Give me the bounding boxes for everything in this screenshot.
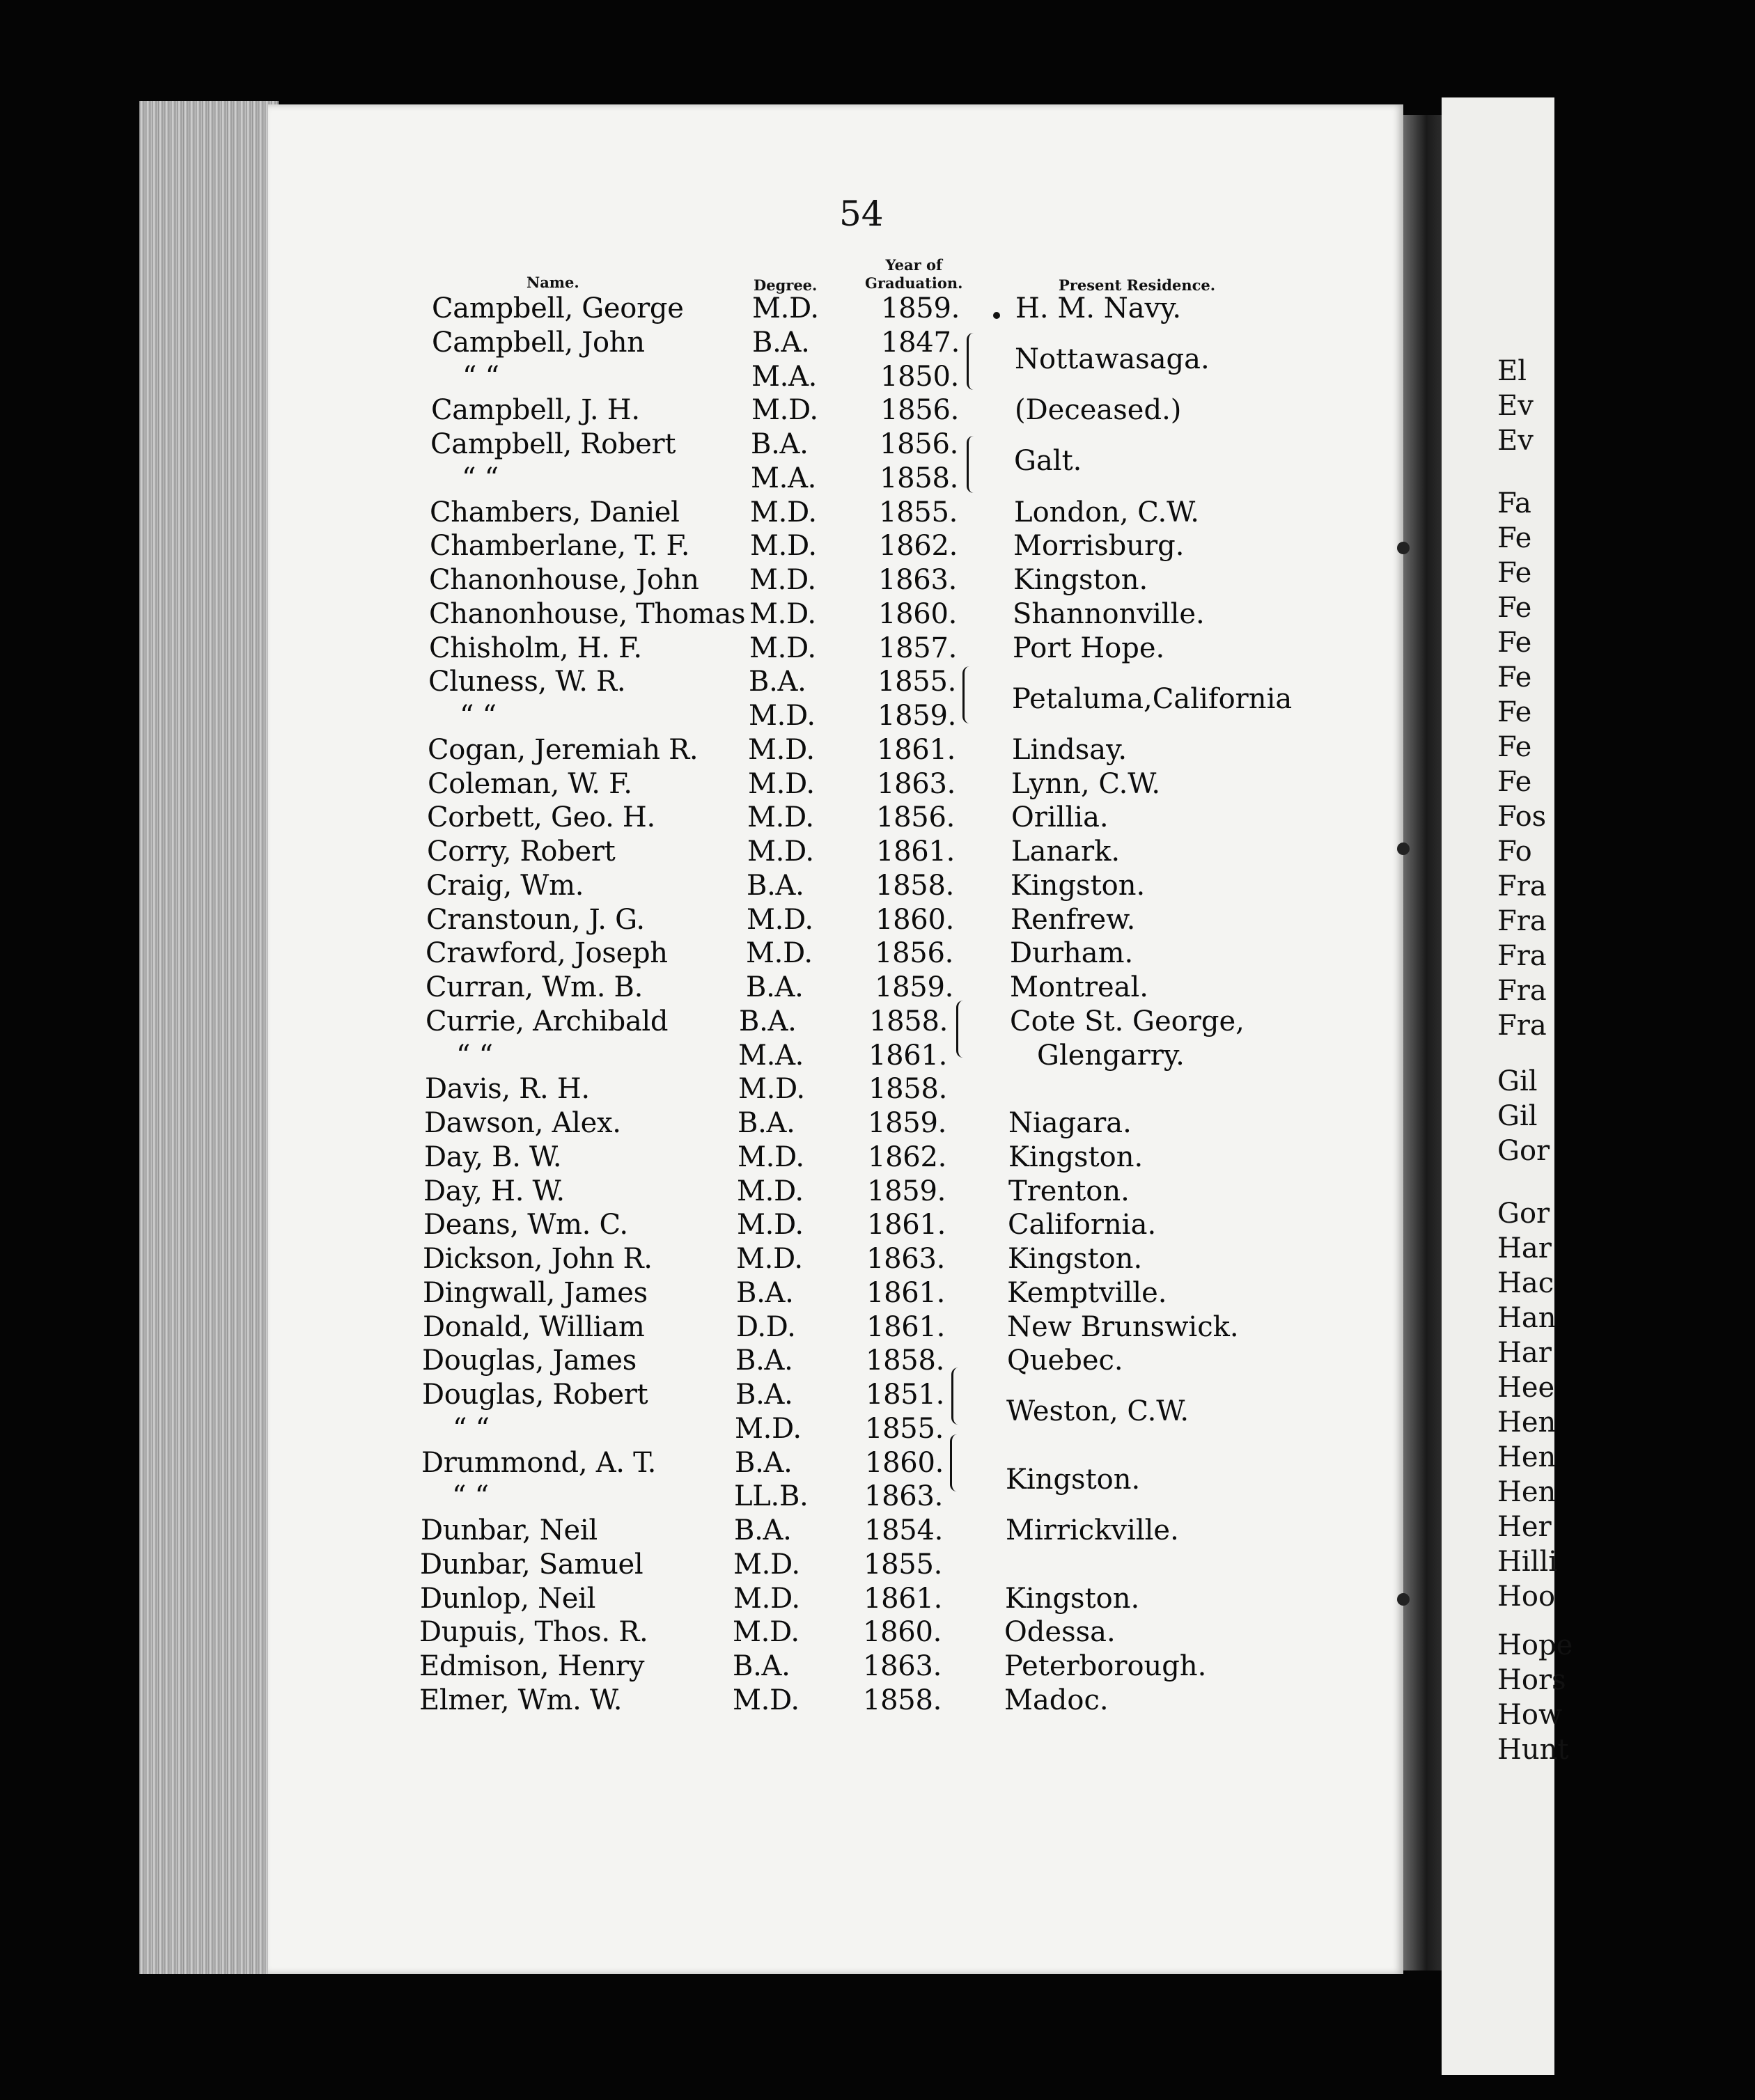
present-residence: Lanark. [1011, 836, 1121, 868]
table-row [425, 1072, 1748, 1106]
degree: LL.B. [734, 1480, 809, 1512]
present-residence: Niagara. [1008, 1107, 1132, 1139]
present-residence: Trenton. [1008, 1175, 1130, 1207]
graduate-name: Dunlop, Neil [420, 1583, 596, 1615]
degree: M.A. [751, 462, 817, 494]
present-residence: Odessa. [1004, 1616, 1116, 1648]
present-residence: Kingston. [1011, 870, 1146, 902]
facing-page-text: Fe [1497, 661, 1532, 694]
graduation-year: 1859. [875, 971, 954, 1003]
graduation-year: 1856. [880, 428, 959, 460]
graduation-year: 1860. [878, 598, 958, 630]
graduate-name: “ “ [462, 462, 499, 494]
degree: B.A. [751, 428, 809, 460]
graduation-year: 1860. [875, 904, 955, 936]
brace [962, 666, 974, 723]
graduate-name: Chanonhouse, Thomas [429, 598, 746, 630]
graduate-name: Currie, Archibald [426, 1005, 669, 1037]
graduate-name: Chanonhouse, John [429, 564, 699, 596]
header-year-line2: Graduation. [865, 274, 963, 292]
facing-page-text: Har [1497, 1337, 1552, 1369]
present-residence: Kingston. [1008, 1243, 1143, 1275]
graduation-year: 1861. [866, 1277, 946, 1309]
degree: M.A. [751, 361, 818, 393]
facing-page-text: Fe [1497, 592, 1532, 624]
graduate-name: “ “ [460, 700, 497, 732]
brace [967, 333, 978, 390]
graduation-year: 1854. [864, 1514, 944, 1546]
facing-page-text: Fra [1497, 975, 1547, 1007]
facing-page-text: El [1497, 355, 1527, 387]
binding-pin [1397, 843, 1410, 855]
graduation-year: 1859. [868, 1107, 947, 1139]
facing-page-text: How [1497, 1699, 1563, 1731]
page-edges [139, 101, 279, 1974]
facing-page-text: Fe [1497, 627, 1532, 659]
graduation-year: 1863. [878, 564, 958, 596]
degree: M.D. [750, 530, 817, 562]
header-name: Name. [526, 274, 579, 291]
graduate-name: “ “ [462, 361, 499, 393]
graduation-year: 1858. [866, 1345, 945, 1377]
graduate-name: Curran, Wm. B. [426, 971, 644, 1003]
present-residence: Glengarry. [1037, 1040, 1185, 1072]
degree: M.D. [733, 1583, 800, 1615]
graduate-name: Campbell, George [432, 292, 684, 324]
graduate-name: Crawford, Joseph [426, 937, 668, 969]
facing-page-text: Gil [1497, 1100, 1538, 1132]
facing-page-text: Fra [1497, 870, 1547, 902]
degree: B.A. [738, 1107, 795, 1139]
graduation-year: 1860. [863, 1616, 942, 1648]
present-residence: Petaluma,California [1012, 683, 1293, 715]
graduate-name: Day, H. W. [423, 1175, 565, 1207]
graduation-year: 1856. [876, 801, 956, 833]
brace [956, 1001, 968, 1058]
graduate-name: Dunbar, Samuel [420, 1549, 644, 1581]
degree: M.D. [737, 1209, 804, 1241]
header-residence: Present Residence. [1059, 276, 1216, 294]
graduate-name: Campbell, J. H. [431, 394, 640, 426]
graduate-name: Corbett, Geo. H. [427, 801, 655, 833]
degree: B.A. [735, 1379, 793, 1411]
graduate-name: Edmison, Henry [419, 1650, 645, 1682]
degree: M.D. [749, 564, 816, 596]
graduation-year: 1859. [867, 1175, 946, 1207]
present-residence: Montreal. [1010, 971, 1149, 1003]
present-residence: Galt. [1014, 445, 1082, 477]
brace [950, 1434, 962, 1491]
header-degree: Degree. [754, 276, 818, 294]
present-residence: (Deceased.) [1015, 394, 1182, 426]
degree: M.D. [737, 1175, 804, 1207]
degree: B.A. [734, 1514, 792, 1546]
present-residence: Cote St. George, [1010, 1005, 1245, 1037]
graduation-year: 1863. [863, 1650, 942, 1682]
graduate-name: Cogan, Jeremiah R. [428, 734, 699, 766]
facing-page-text: Hoo [1497, 1581, 1556, 1613]
graduate-name: Deans, Wm. C. [423, 1209, 628, 1241]
degree: M.D. [747, 801, 814, 833]
present-residence: Kingston. [1013, 564, 1148, 596]
graduation-year: 1851. [866, 1379, 945, 1411]
graduate-name: “ “ [453, 1413, 490, 1445]
graduate-name: Drummond, A. T. [421, 1447, 657, 1479]
facing-page-text: Fra [1497, 1010, 1547, 1042]
degree: B.A. [736, 1277, 794, 1309]
facing-page-text: Fe [1497, 766, 1532, 798]
brace [951, 1368, 963, 1425]
present-residence: California. [1008, 1209, 1157, 1241]
graduate-name: Campbell, Robert [430, 428, 676, 460]
present-residence: Kemptville. [1007, 1277, 1167, 1309]
degree: M.D. [733, 1549, 800, 1581]
degree: B.A. [749, 666, 806, 698]
degree: M.D. [749, 632, 816, 664]
page-number: 54 [839, 194, 884, 234]
graduation-year: 1859. [881, 292, 960, 324]
graduate-name: Dupuis, Thos. R. [419, 1616, 648, 1648]
graduation-year: 1859. [878, 700, 957, 732]
graduate-name: Donald, William [423, 1311, 645, 1343]
facing-page-text: Fra [1497, 940, 1547, 972]
facing-page-text: Ev [1497, 425, 1534, 457]
graduate-name: “ “ [456, 1040, 493, 1072]
graduation-year: 1857. [878, 632, 958, 664]
present-residence: Orillia. [1011, 801, 1109, 833]
facing-page-text: Her [1497, 1511, 1552, 1543]
degree: M.D. [751, 394, 818, 426]
graduate-name: Dickson, John R. [423, 1243, 653, 1275]
facing-page-text: Gil [1497, 1065, 1538, 1097]
graduation-year: 1863. [866, 1243, 946, 1275]
facing-page-text: Hen [1497, 1441, 1557, 1473]
graduate-name: Chamberlane, T. F. [430, 530, 690, 562]
facing-page-text: Hen [1497, 1406, 1557, 1439]
facing-page-text: Fe [1497, 696, 1532, 728]
graduation-year: 1855. [878, 666, 957, 698]
facing-page-text: Fe [1497, 731, 1532, 763]
degree: M.D. [733, 1616, 800, 1648]
graduate-name: Dawson, Alex. [424, 1107, 621, 1139]
graduate-name: Chisholm, H. F. [429, 632, 642, 664]
graduation-year: 1855. [865, 1413, 944, 1445]
facing-page-text: Hope [1497, 1629, 1573, 1661]
facing-page-text: Fra [1497, 905, 1547, 937]
bullet-mark [993, 312, 1000, 319]
facing-page-text: Hors [1497, 1664, 1566, 1696]
present-residence: Mirrickville. [1006, 1514, 1179, 1546]
facing-page-text: Hilli [1497, 1546, 1558, 1578]
facing-page-text: Har [1497, 1232, 1552, 1264]
graduation-year: 1858. [869, 1005, 949, 1037]
header-year [865, 256, 962, 292]
facing-page-text: Fo [1497, 836, 1532, 868]
present-residence: Kingston. [1006, 1464, 1141, 1496]
facing-page-text: Fos [1497, 801, 1547, 833]
degree: M.A. [738, 1040, 804, 1072]
graduation-year: 1858. [863, 1684, 942, 1716]
graduate-name: Dingwall, James [423, 1277, 648, 1309]
graduate-name: “ “ [452, 1480, 489, 1512]
degree: B.A. [733, 1650, 790, 1682]
degree: M.D. [738, 1073, 805, 1105]
facing-page-text: Hee [1497, 1372, 1555, 1404]
present-residence: Peterborough. [1004, 1650, 1207, 1682]
binding-pin [1397, 542, 1410, 554]
present-residence: Kingston. [1005, 1583, 1140, 1615]
degree: M.D. [752, 292, 819, 324]
present-residence: Madoc. [1004, 1684, 1109, 1716]
facing-page-text: Hen [1497, 1476, 1557, 1508]
graduate-name: Corry, Robert [427, 836, 616, 868]
graduation-year: 1861. [877, 734, 956, 766]
graduate-name: Dunbar, Neil [421, 1514, 598, 1546]
present-residence: New Brunswick. [1007, 1311, 1239, 1343]
degree: M.D. [747, 836, 814, 868]
facing-page-text: Fa [1497, 487, 1531, 519]
graduate-name: Campbell, John [432, 327, 645, 359]
graduate-name: Day, B. W. [424, 1141, 562, 1173]
table-row [430, 461, 1754, 496]
graduate-name: Douglas, Robert [422, 1379, 648, 1411]
degree: M.D. [749, 598, 816, 630]
graduate-name: Craig, Wm. [426, 870, 584, 902]
facing-page-text: Ev [1497, 390, 1534, 422]
graduate-name: Chambers, Daniel [430, 496, 680, 528]
degree: B.A. [739, 1005, 797, 1037]
graduation-year: 1860. [865, 1447, 944, 1479]
facing-page-text: Gor [1497, 1135, 1550, 1167]
graduation-year: 1858. [875, 870, 955, 902]
graduation-year: 1863. [864, 1480, 944, 1512]
graduation-year: 1862. [868, 1141, 947, 1173]
present-residence: Morrisburg. [1013, 530, 1185, 562]
present-residence: Lindsay. [1012, 734, 1128, 766]
degree: B.A. [752, 327, 810, 359]
degree: B.A. [735, 1345, 793, 1377]
brace [967, 436, 978, 493]
facing-page-text: Hac [1497, 1267, 1554, 1299]
graduation-year: 1858. [880, 462, 959, 494]
degree: D.D. [736, 1311, 796, 1343]
present-residence: Kingston. [1008, 1141, 1144, 1173]
degree: M.D. [748, 734, 815, 766]
binding-pin [1397, 1593, 1410, 1606]
graduation-year: 1863. [877, 768, 956, 800]
graduation-year: 1850. [880, 361, 960, 393]
facing-page-text: Hunt [1497, 1734, 1569, 1766]
header-year-line1: Year of [885, 256, 942, 274]
present-residence: London, C.W. [1014, 496, 1200, 528]
facing-page-text: Gor [1497, 1198, 1550, 1230]
graduation-year: 1861. [876, 836, 956, 868]
graduate-name: Cranstoun, J. G. [426, 904, 645, 936]
degree: M.D. [738, 1141, 804, 1173]
degree: M.D. [749, 700, 816, 732]
graduation-year: 1861. [866, 1311, 946, 1343]
facing-page-text: Fe [1497, 557, 1532, 589]
degree: M.D. [747, 904, 813, 936]
graduation-year: 1858. [868, 1073, 948, 1105]
graduation-year: 1861. [864, 1583, 943, 1615]
graduation-year: 1862. [879, 530, 958, 562]
degree: B.A. [735, 1447, 793, 1479]
graduate-name: Cluness, W. R. [428, 666, 626, 698]
degree: M.D. [750, 496, 817, 528]
degree: M.D. [735, 1413, 802, 1445]
present-residence: Lynn, C.W. [1011, 768, 1161, 800]
graduation-year: 1847. [881, 327, 960, 359]
present-residence: Quebec. [1007, 1345, 1123, 1377]
degree: B.A. [746, 971, 804, 1003]
graduation-year: 1861. [867, 1209, 946, 1241]
present-residence: Weston, C.W. [1006, 1395, 1190, 1427]
present-residence: Renfrew. [1011, 904, 1136, 936]
present-residence: Shannonville. [1013, 598, 1205, 630]
table-row [420, 1547, 1743, 1582]
graduation-year: 1855. [879, 496, 958, 528]
facing-page-text: Fe [1497, 522, 1532, 554]
graduate-name: Coleman, W. F. [428, 768, 632, 800]
present-residence: H. M. Navy. [1015, 292, 1182, 324]
degree: M.D. [736, 1243, 803, 1275]
graduation-year: 1861. [868, 1040, 948, 1072]
degree: M.D. [746, 937, 813, 969]
degree: B.A. [747, 870, 804, 902]
graduation-year: 1855. [864, 1549, 943, 1581]
facing-page-text: Han [1497, 1302, 1557, 1334]
graduation-year: 1856. [875, 937, 954, 969]
graduation-year: 1856. [880, 394, 960, 426]
present-residence: Nottawasaga. [1015, 343, 1210, 375]
degree: M.D. [733, 1684, 800, 1716]
present-residence: Durham. [1010, 937, 1134, 969]
degree: M.D. [748, 768, 815, 800]
graduate-name: Elmer, Wm. W. [419, 1684, 623, 1716]
graduate-name: Davis, R. H. [425, 1073, 590, 1105]
graduate-name: Douglas, James [422, 1345, 637, 1377]
table-row [430, 427, 1754, 462]
present-residence: Port Hope. [1013, 632, 1165, 664]
